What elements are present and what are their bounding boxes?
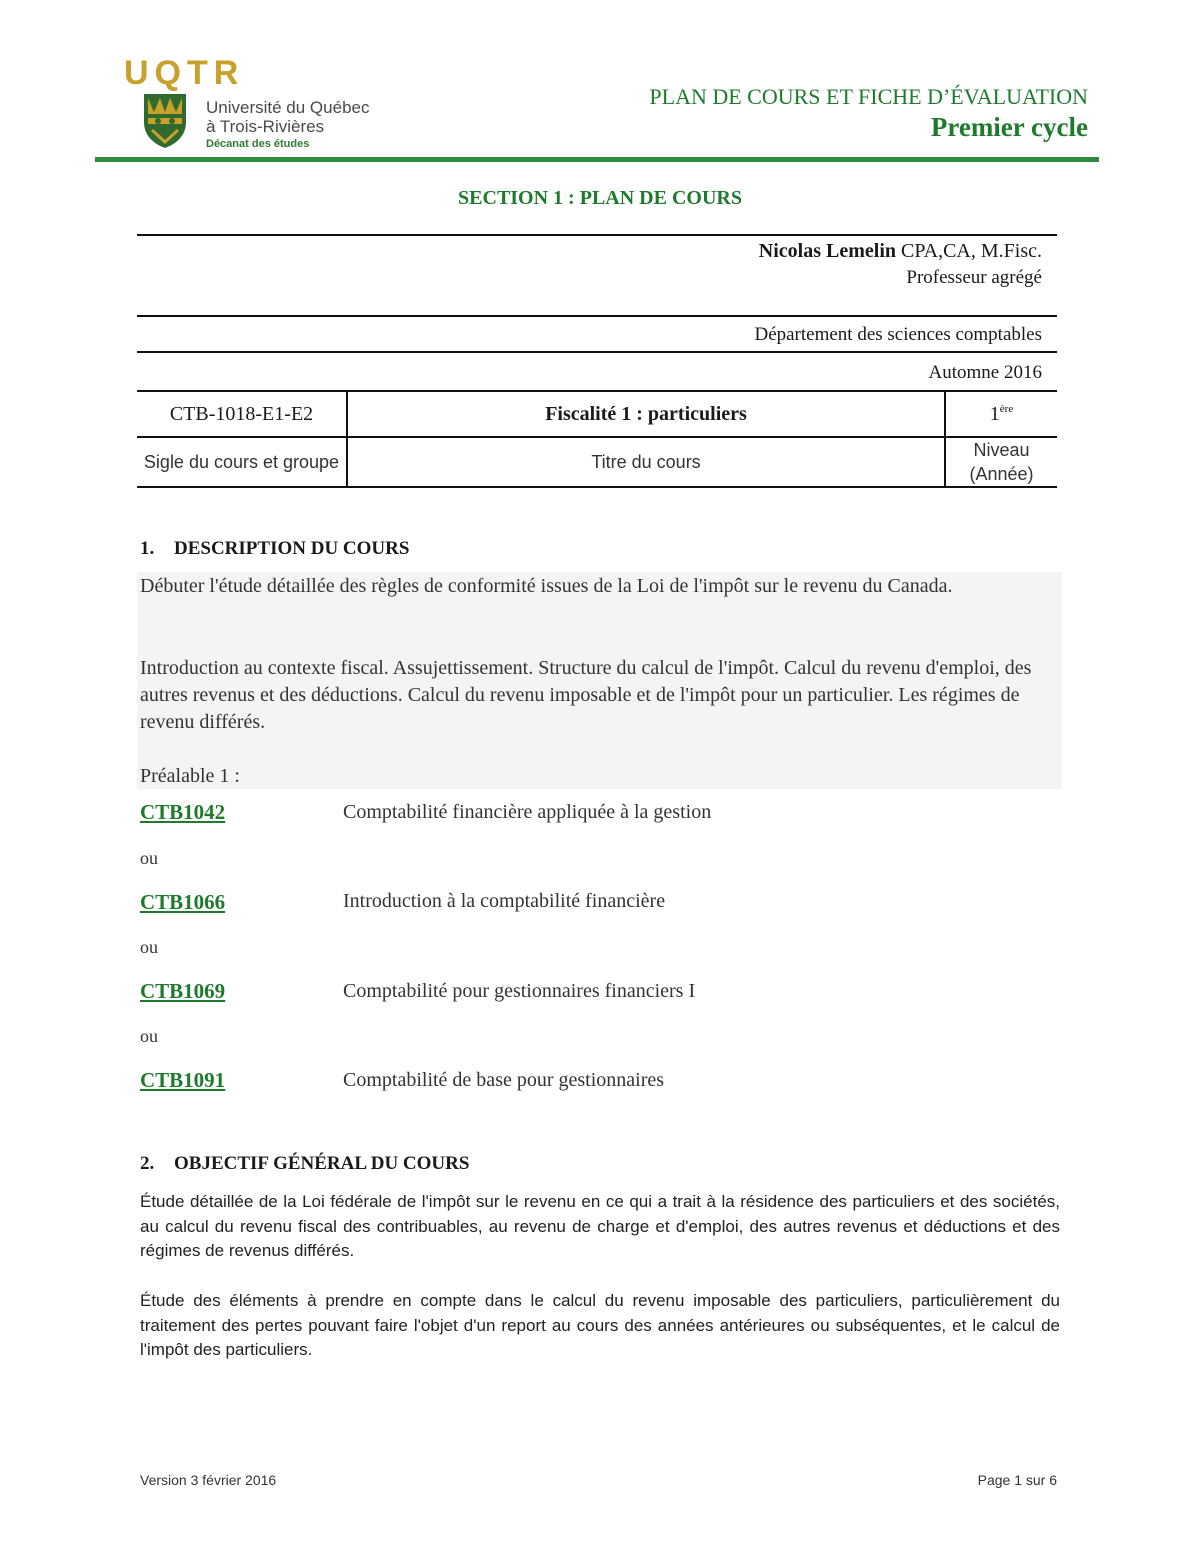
instructor-name-text: Nicolas Lemelin [758,240,897,262]
label-course-code: Sigle du cours et groupe [137,437,347,487]
section-title: SECTION 1 : PLAN DE COURS [458,187,742,209]
prerequisite-name: Introduction à la comptabilité financière [343,890,666,912]
table-row [137,437,1057,487]
version-label: Version 3 février 2016 [140,1472,277,1488]
instructor-title: Professeur agrégé [906,267,1042,288]
department: Département des sciences comptables [754,324,1042,345]
faculty-name: Décanat des études [206,138,310,150]
course-info-table [137,390,1057,488]
description-paragraph: Débuter l'étude détaillée des règles de conformité issues de la Loi de l'impôt sur le revenu du Canada. [140,575,953,597]
label-course-level: Niveau (Année) [945,437,1057,487]
prerequisite-link[interactable]: CTB1042 [140,800,226,824]
objective-paragraph: Étude détaillée de la Loi fédérale de l'impôt sur le revenu en ce qui a trait à la résidence des particuliers et des sociétés, au calcul du revenu fiscal des contribuables, au revenu de charge et d'emploi, des autres revenus et déductions et des régimes de revenus différés. [140,1192,1060,1260]
course-title: Fiscalité 1 : particuliers [347,391,945,437]
or-label: ou [140,937,158,957]
prerequisite-link[interactable]: CTB1091 [140,1068,226,1092]
or-label: ou [140,1026,158,1046]
description-paragraph: Introduction au contexte fiscal. Assujettissement. Structure du calcul de l'impôt. Calcul du revenu d'emploi, des autres revenus et des déductions. Calcul du revenu imposable et de l'impôt pour un particulier. Les régimes de revenu différés. [140,657,1032,733]
document-title: PLAN DE COURS ET FICHE D’ÉVALUATION [649,84,1088,109]
shield-icon [142,92,188,150]
rule [137,234,1057,236]
objective-paragraph: Étude des éléments à prendre en compte dans le calcul du revenu imposable des particuliers, particulièrement du traitement des pertes pouvant faire l'objet d'un report au cours des années antérieures ou subséquentes, et le calcul de l'impôt des particuliers. [140,1291,1060,1359]
rule [137,351,1057,353]
label-course-title: Titre du cours [347,437,945,487]
course-code: CTB-1018-E1-E2 [137,391,347,437]
cycle-label: Premier cycle [930,112,1088,142]
instructor-name [759,240,1042,263]
header-divider [95,157,1099,162]
university-name: Université du Québec à Trois-Rivières [206,98,370,136]
instructor-credentials: CPA,CA, M.Fisc. [896,240,1042,262]
uqtr-logo [124,54,374,158]
prerequisite-name: Comptabilité de base pour gestionnaires [343,1069,665,1091]
prerequisite-name: Comptabilité pour gestionnaires financiers I [343,980,696,1002]
section-heading: 1. DESCRIPTION DU COURS [140,538,410,559]
term: Automne 2016 [928,362,1042,383]
section-heading: 2. OBJECTIF GÉNÉRAL DU COURS [140,1153,470,1174]
prerequisite-link[interactable]: CTB1066 [140,890,226,914]
course-level: 1ère [945,391,1057,437]
logo-wordmark: UQTR [124,54,245,92]
or-label: ou [140,848,158,868]
page-number: Page 1 sur 6 [977,1472,1057,1488]
prerequisite-label: Préalable 1 : [140,765,240,787]
prerequisite-name: Comptabilité financière appliquée à la gestion [343,801,712,823]
table-row [137,391,1057,437]
prerequisite-link[interactable]: CTB1069 [140,979,226,1003]
rule [137,315,1057,317]
